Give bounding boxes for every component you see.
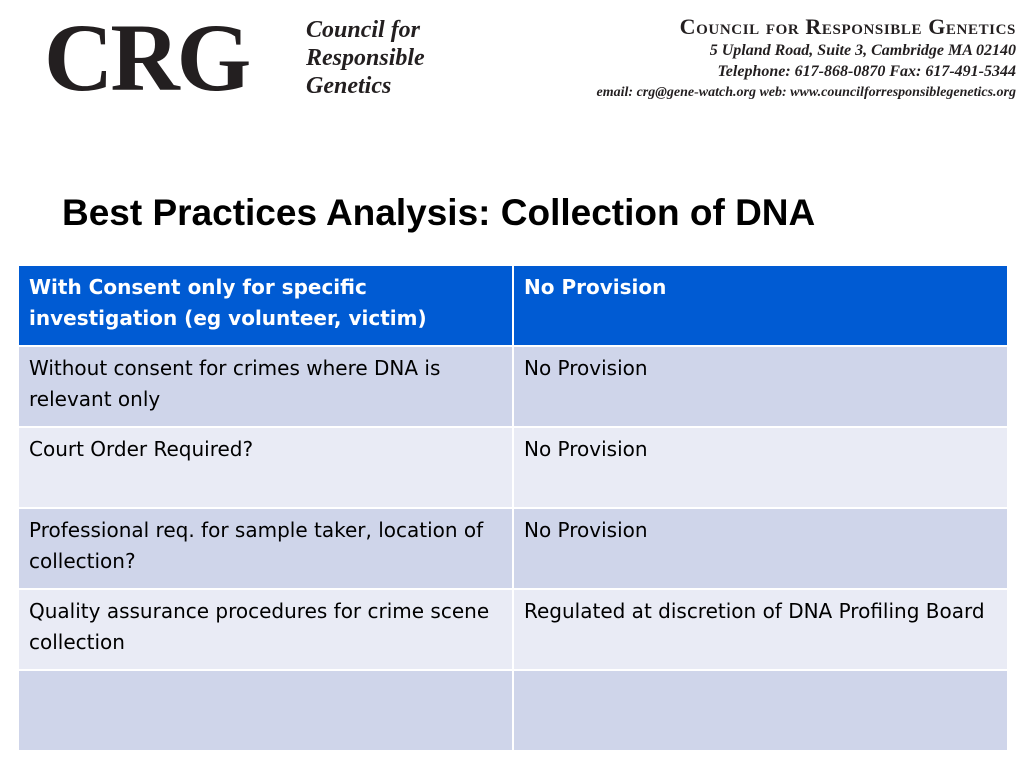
letterhead — [0, 0, 1024, 130]
criterion-cell: Professional req. for sample taker, location of collection? — [18, 508, 513, 589]
table-row — [18, 670, 1008, 751]
email-web: email: crg@gene-watch.org web: www.councilforresponsiblegenetics.org — [596, 85, 1016, 100]
table-row — [18, 508, 1008, 589]
table-row — [18, 589, 1008, 670]
table-row — [18, 265, 1008, 346]
criterion-cell: Court Order Required? — [18, 427, 513, 508]
logo-name-line: Council for — [306, 17, 421, 43]
table-row — [18, 427, 1008, 508]
criterion-cell: With Consent only for specific investigation (eg volunteer, victim) — [18, 265, 513, 346]
phone-fax: Telephone: 617-868-0870 Fax: 617-491-5344 — [717, 63, 1016, 80]
table-row — [18, 346, 1008, 427]
criterion-cell: Without consent for crimes where DNA is relevant only — [18, 346, 513, 427]
logo-mark: CRG — [44, 4, 249, 111]
best-practices-table — [17, 264, 1009, 752]
logo-name-line: Responsible — [306, 45, 425, 71]
criterion-cell — [18, 670, 513, 751]
logo-name-line: Genetics — [306, 73, 392, 99]
contact-block — [597, 14, 1016, 103]
address: 5 Upland Road, Suite 3, Cambridge MA 02140 — [709, 42, 1016, 59]
status-cell: No Provision — [513, 265, 1008, 346]
status-cell: No Provision — [513, 346, 1008, 427]
slide-title: Best Practices Analysis: Collection of DNA — [62, 192, 816, 233]
status-cell — [513, 670, 1008, 751]
logo-organization-name — [306, 16, 486, 100]
status-cell: No Provision — [513, 508, 1008, 589]
status-cell: No Provision — [513, 427, 1008, 508]
organization-name: Council for Responsible Genetics — [679, 14, 1016, 39]
status-cell: Regulated at discretion of DNA Profiling Board — [513, 589, 1008, 670]
criterion-cell: Quality assurance procedures for crime scene collection — [18, 589, 513, 670]
